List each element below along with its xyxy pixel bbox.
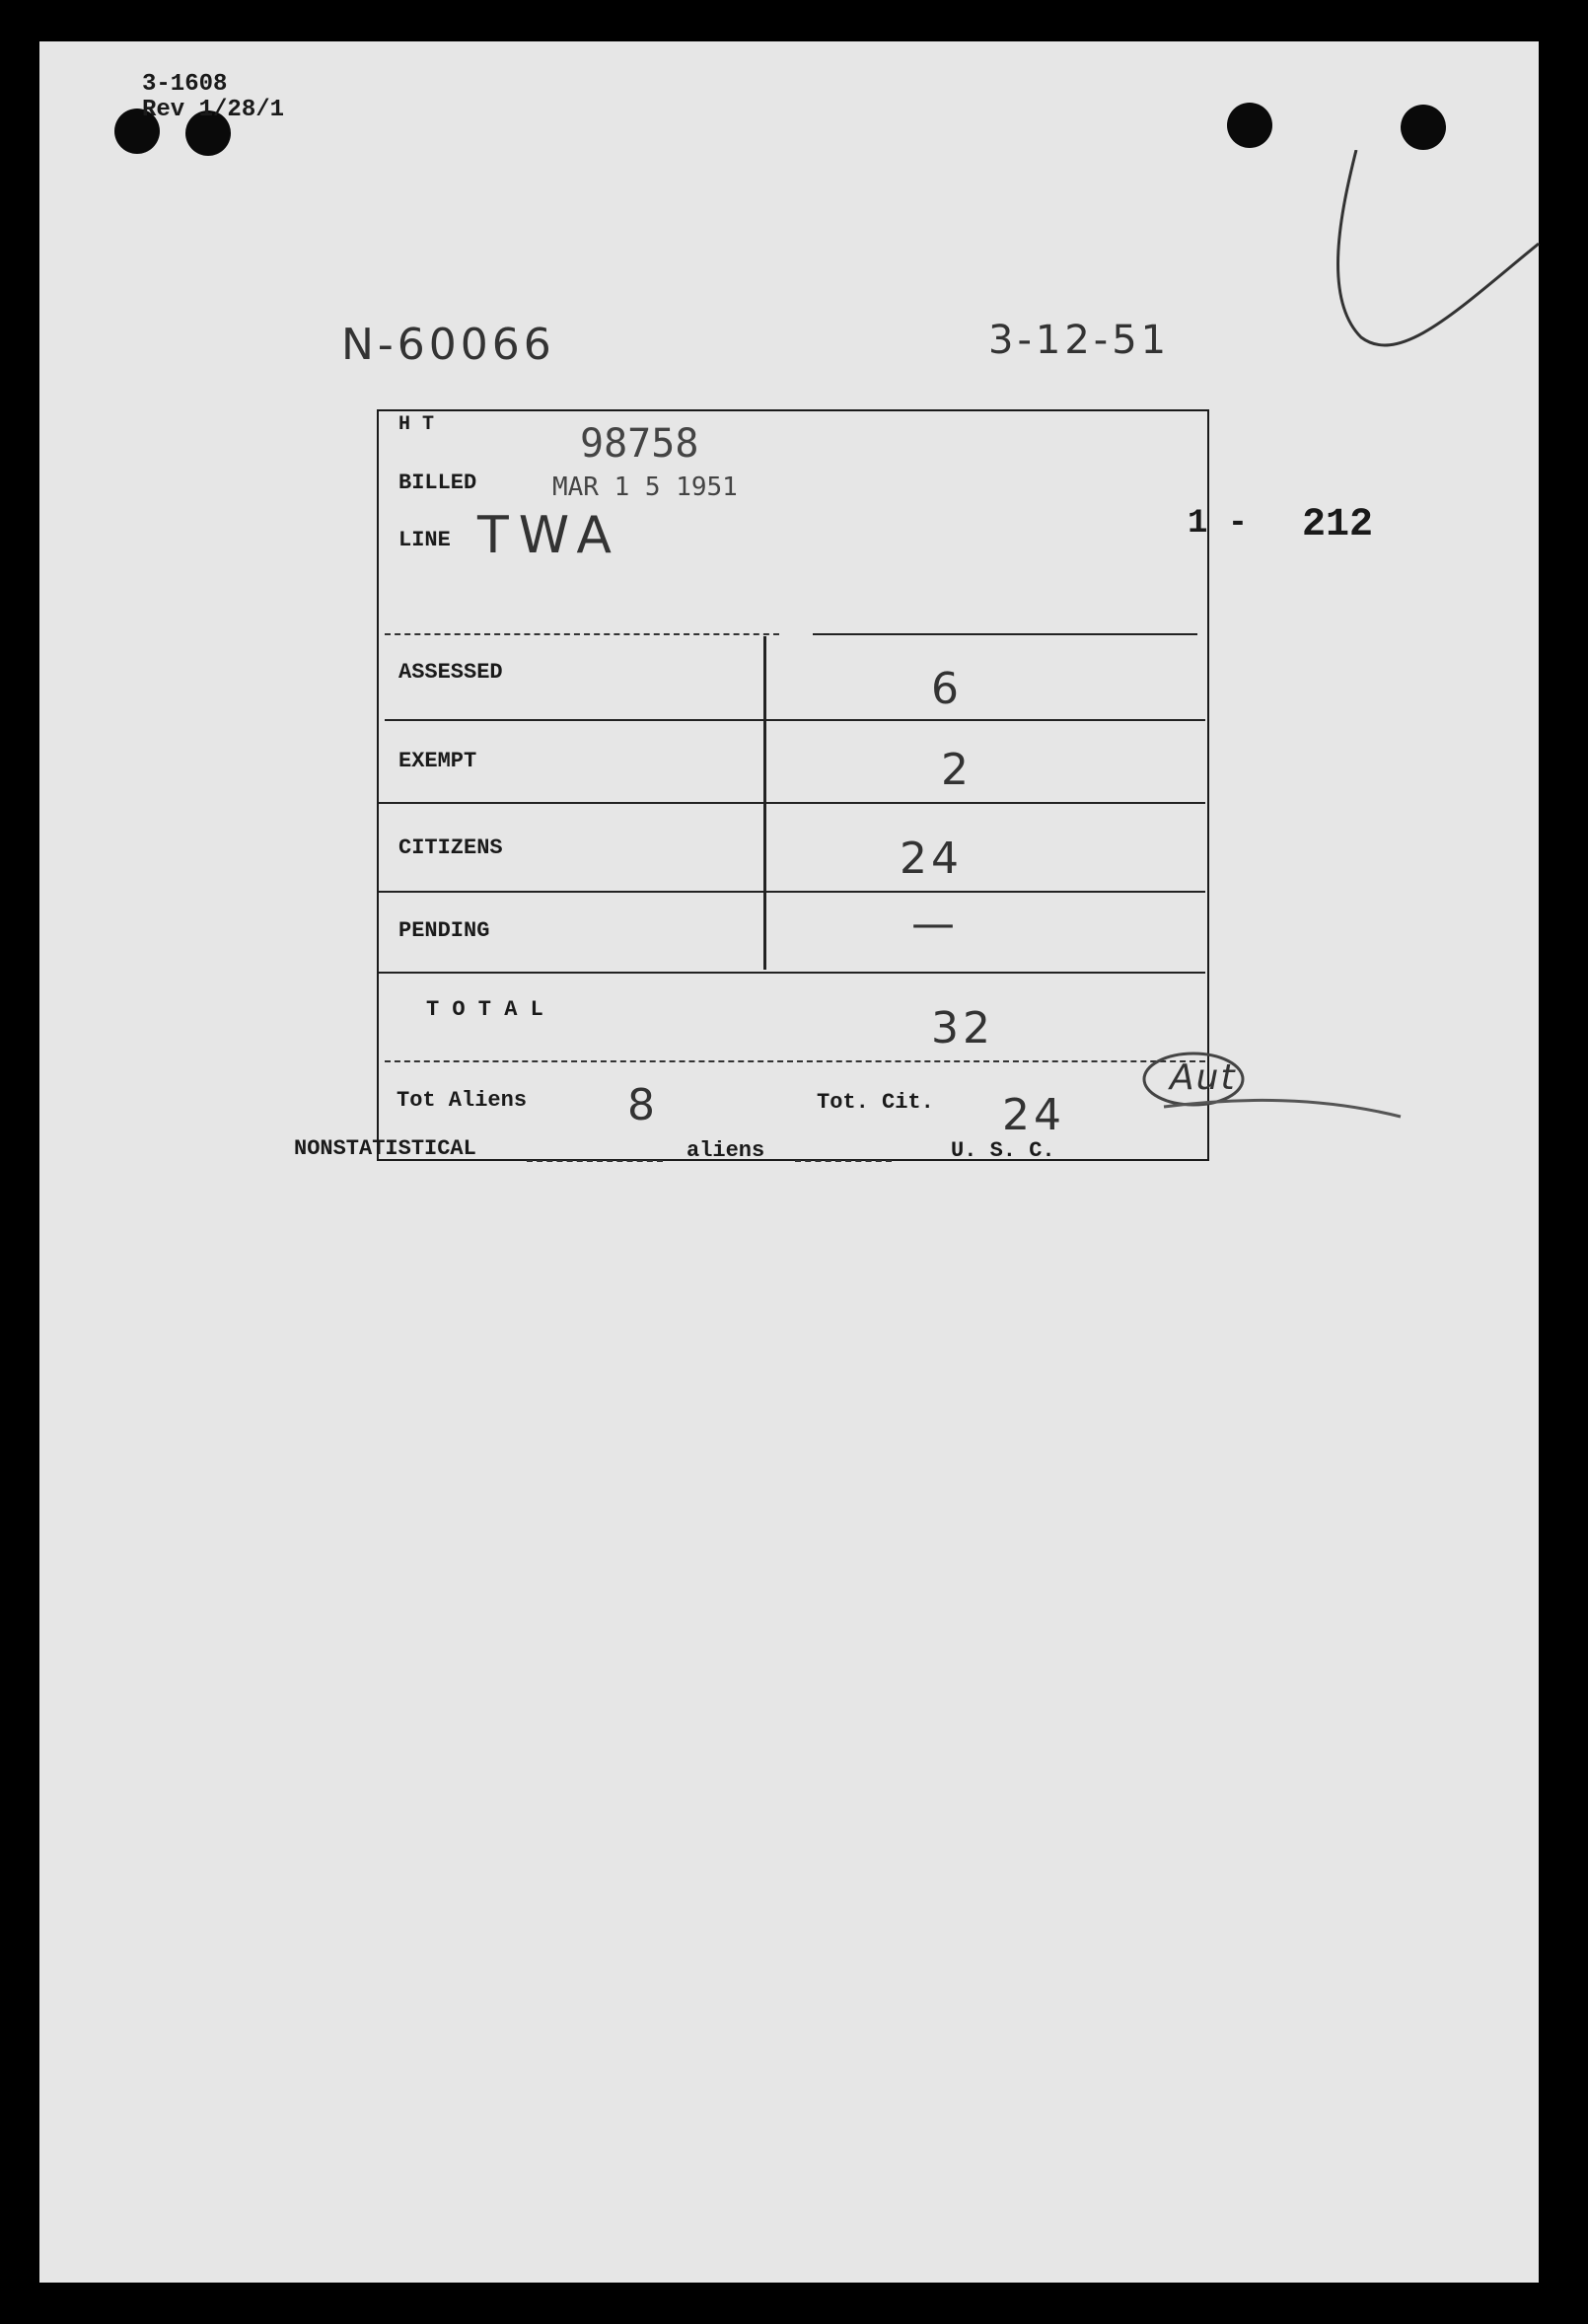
revision: Rev 1/28/1 <box>142 97 285 123</box>
assessed-label: ASSESSED <box>398 660 503 685</box>
nonstatistical-label: NONSTATISTICAL <box>294 1136 476 1161</box>
billed-value: MAR 1 5 1951 <box>552 472 738 502</box>
tot-cit-value: 24 <box>1002 1090 1065 1140</box>
row-line-4 <box>379 972 1205 974</box>
exempt-value: 2 <box>941 745 973 795</box>
divider-top-right <box>813 633 1197 635</box>
tot-aliens-value: 8 <box>627 1080 659 1130</box>
usc-label: U. S. C. <box>951 1138 1055 1163</box>
manifest-number: N-60066 <box>341 320 555 370</box>
ht-value: 98758 <box>580 421 699 467</box>
pencil-mark <box>1302 150 1558 387</box>
line-label: LINE <box>398 528 451 552</box>
initials-signature: Aut <box>1170 1057 1237 1098</box>
punch-hole-right <box>1227 103 1272 148</box>
assessed-value: 6 <box>931 664 963 714</box>
form-number: 3-1608 <box>142 71 228 98</box>
row-line-3 <box>379 891 1205 893</box>
signature-loop <box>1105 1048 1420 1126</box>
row-line-1 <box>385 719 1205 721</box>
ht-label: H T <box>398 413 435 436</box>
divider-top-left <box>385 633 779 635</box>
nonstatistical-aliens-blank <box>527 1160 663 1162</box>
side-mark: 1 - <box>1188 505 1249 543</box>
total-value: 32 <box>931 1003 994 1053</box>
tally-form <box>377 409 1209 1161</box>
line-value: TWA <box>477 506 621 565</box>
row-line-2 <box>379 802 1205 804</box>
exempt-label: EXEMPT <box>398 749 477 773</box>
side-number: 212 <box>1302 503 1374 547</box>
document-page <box>39 41 1539 2283</box>
pending-label: PENDING <box>398 918 490 943</box>
nonstatistical-usc-blank <box>795 1160 892 1162</box>
pending-value: — <box>911 899 959 949</box>
aliens-label: aliens <box>686 1138 765 1163</box>
total-label: T O T A L <box>426 997 543 1022</box>
citizens-value: 24 <box>900 834 963 884</box>
tot-aliens-label: Tot Aliens <box>397 1088 528 1113</box>
date: 3-12-51 <box>988 318 1171 363</box>
tot-cit-label: Tot. Cit. <box>817 1090 934 1115</box>
row-line-5 <box>385 1060 1205 1062</box>
billed-label: BILLED <box>398 471 477 495</box>
citizens-label: CITIZENS <box>398 835 503 860</box>
punch-hole-right-2 <box>1401 105 1446 150</box>
